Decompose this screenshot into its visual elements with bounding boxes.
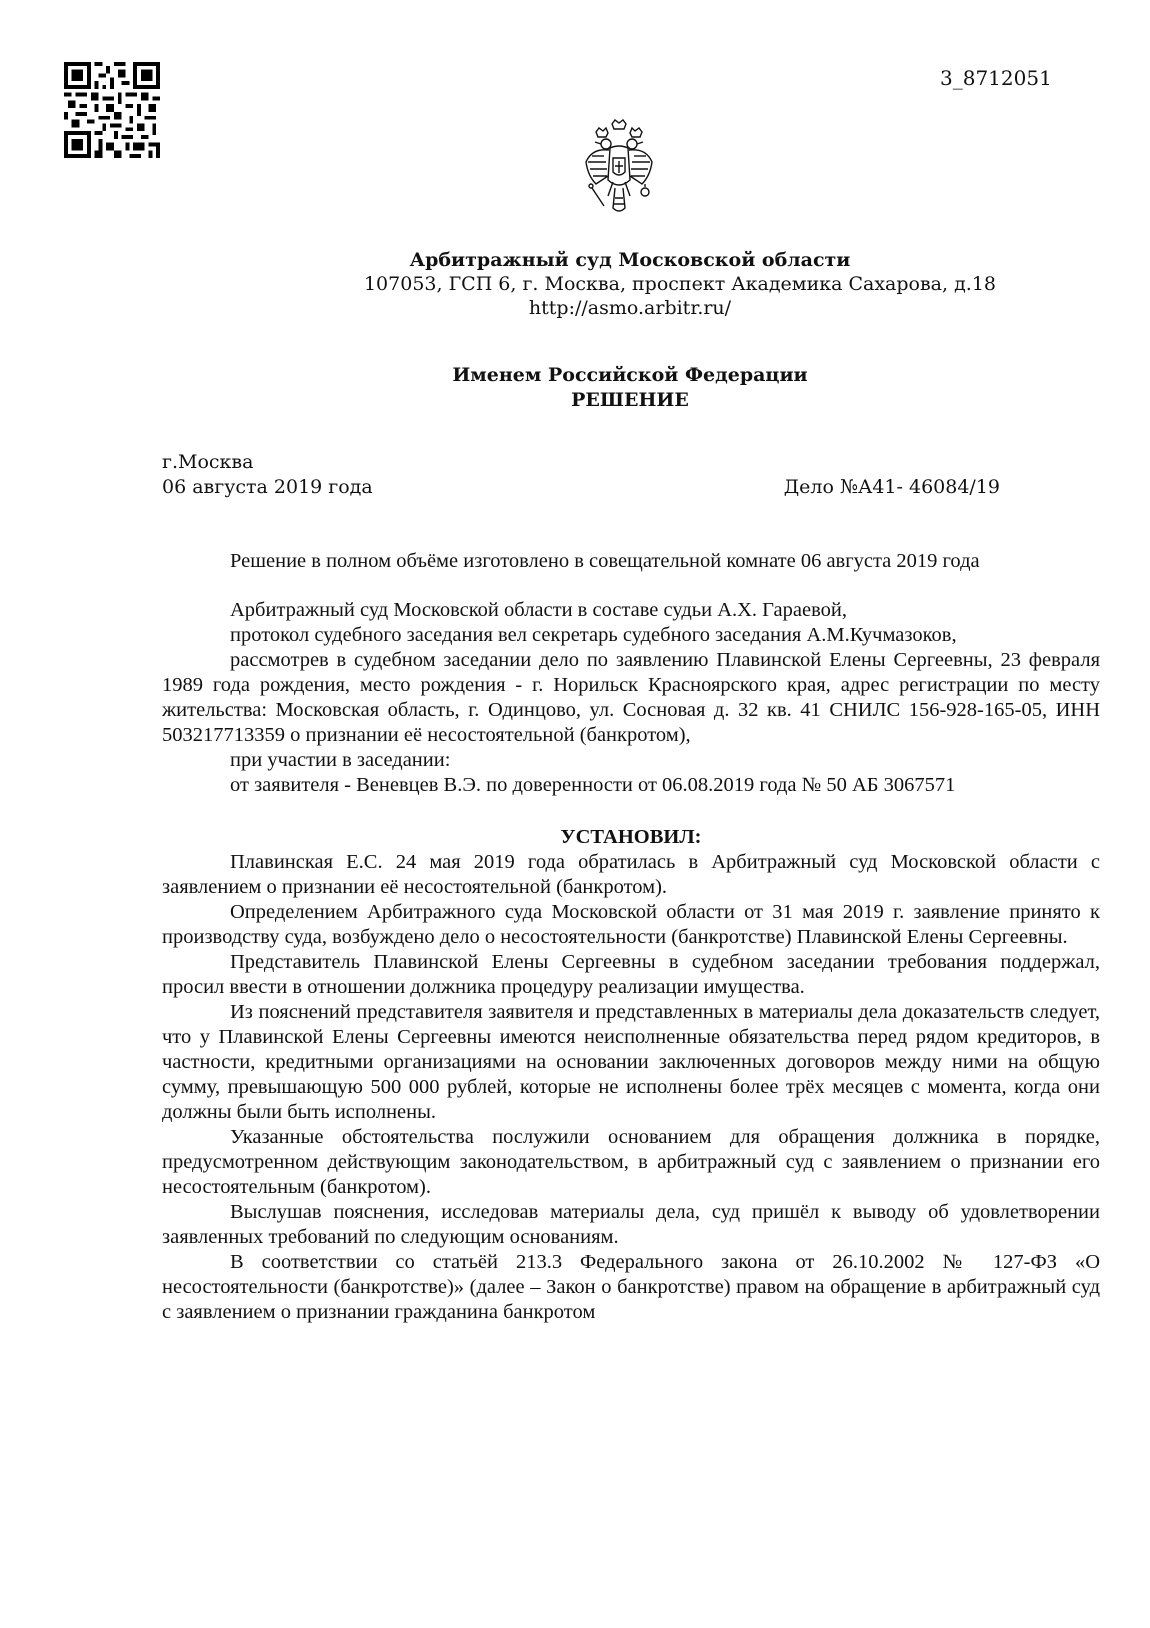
court-address: 107053, ГСП 6, г. Москва, проспект Академика Сахарова, д.18 [363,273,997,295]
court-name: Арбитражный суд Московской области [409,249,851,271]
paragraph-protocol: протокол судебного заседания вел секретарь судебного заседания А.М.Кучмазоков, [230,624,957,646]
paragraph-full-decision: Решение в полном объёме изготовлено в совещательной комнате 06 августа 2019 года [230,550,980,572]
section-established: УСТАНОВИЛ: [560,826,702,848]
paragraph-participants: при участии в заседании: [230,749,451,771]
court-website: http://asmo.arbitr.ru/ [528,297,732,319]
title-line-federation: Именем Российской Федерации [452,364,808,386]
paragraph-filing: Плавинская Е.С. 24 мая 2019 года обратилась в Арбитражный суд Московской области с заявлением о признании её несостоятельной (банкротом). [162,851,1100,898]
paragraph-court-composition: Арбитражный суд Московской области в составе судьи А.Х. Гараевой, [230,599,847,621]
paragraph-conclusion: Выслушав пояснения, исследовав материалы дела, суд пришёл к выводу об удовлетворении заявленных требований по следующим основаниям. [162,1201,1100,1248]
document-body [162,549,1100,1325]
paragraph-representative-request: Представитель Плавинской Елены Сергеевны в судебном заседании требования поддержал, просил ввести в отношении должника процедуру реализации имущества. [162,951,1100,998]
court-header [160,248,1100,320]
coat-of-arms-icon [582,118,656,218]
decision-date: 06 августа 2019 года [162,476,373,498]
document-id: 3_8712051 [940,66,1052,90]
paragraph-grounds: Указанные обстоятельства послужили основанием для обращения должника в порядке, предусмотренном действующим законодательством, в арбитражный суд с заявлением о признании его несостоятельным (банкротом). [162,1126,1100,1198]
paragraph-acceptance: Определением Арбитражного суда Московской области от 31 мая 2019 г. заявление принято к производству суда, возбуждено дело о несостоятельности (банкротстве) Плавинской Елены Сергеевны. [162,901,1100,948]
paragraph-obligations: Из пояснений представителя заявителя и представленных в материалы дела доказательств следует, что у Плавинской Елены Сергеевны имеются неисполненные обязательства перед рядом кредиторов, в частности, кредитными организациями на основании заключенных договоров между ними на общую сумму, превышающую 500 000 рублей, которые не исполнены более трёх месяцев с момента, когда они должны были быть исполнены. [162,1001,1100,1123]
paragraph-law-reference: В соответствии со статьёй 213.3 Федерального закона от 26.10.2002 № 127-ФЗ «О несостоятельности (банкротстве)» (далее – Закон о банкротстве) правом на обращение в арбитражный суд с заявлением о признании гражданина банкротом [162,1251,1100,1323]
place-date-block [162,450,1000,500]
title-line-decision: РЕШЕНИЕ [571,389,689,411]
case-number: Дело №А41- 46084/19 [783,476,1000,498]
paragraph-case-details: рассмотрев в судебном заседании дело по заявлению Плавинской Елены Сергеевны, 23 февраля 1989 года рождения, место рождения - г. Норильск Красноярского края, адрес регистрации по месту жительства: Московская область, г. Одинцово, ул. Сосновая д. 32 кв. 41 СНИЛС 156-928-165-05, ИНН 503217713359 о признании её несостоятельной (банкротом), [162,649,1100,746]
document-title [160,363,1100,413]
city: г.Москва [162,451,254,473]
paragraph-representative: от заявителя - Веневцев В.Э. по доверенности от 06.08.2019 года № 50 АБ 3067571 [230,774,956,796]
qr-code-icon [64,62,160,158]
